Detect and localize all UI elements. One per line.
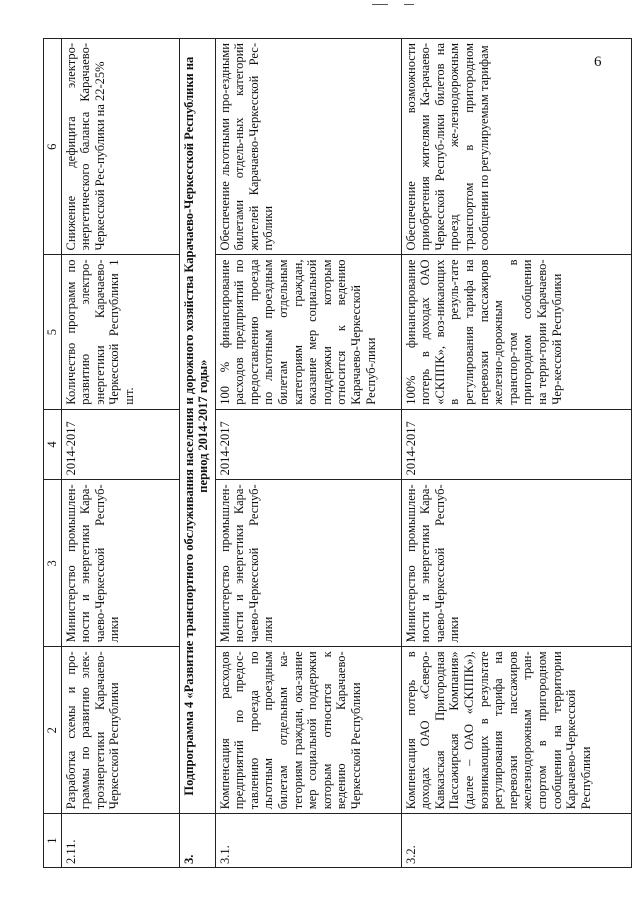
indicator-cell: 100% финансирование потерь в доходах ОАО «СКППК», воз-никающих в резуль-тате регулирования тарифа на перевозки пассажиров железно-дорожным транспор-том в пригородном сообщении на терри-тории Карачаево-Чер-кесской Республики bbox=[401, 255, 631, 409]
header-col-2: 2 bbox=[44, 647, 62, 814]
measure-cell: Компенсация потерь в доходах ОАО «Северо-Кавказская Пригородная Пассажирская Компания» (далее – ОАО «СКППК»), возникающих в результате регулирования тарифа на перевозки пассажиров железнодорожным тран-спортом в пригородном сообщении на территории Карачаево-Черкесской Республики bbox=[401, 647, 631, 814]
measure-cell: Компенсация расходов предприятий по предос-тавлению проезда по льготным проездным билетам отдельным ка-тегориям граждан, ока-зание мер социальной поддержки которым относится к ведению Карачаево-Черкесской Республики bbox=[215, 647, 401, 814]
header-col-6: 6 bbox=[44, 39, 62, 256]
table-row bbox=[215, 39, 401, 868]
program-measures-table bbox=[43, 38, 632, 868]
table-row bbox=[61, 39, 179, 868]
period-cell: 2014-2017 bbox=[215, 409, 401, 480]
header-col-1: 1 bbox=[44, 814, 62, 868]
executor-cell: Министерство промышлен-ности и энергетики Кара-чаево-Черкесской Респуб-лики bbox=[215, 480, 401, 647]
header-col-3: 3 bbox=[44, 480, 62, 647]
row-number: 3.2. bbox=[401, 814, 631, 868]
header-col-5: 5 bbox=[44, 255, 62, 409]
table-header-row bbox=[44, 39, 62, 868]
indicator-cell: 100 % финансирование расходов предприятий по предоставлению проезда по льготным проездным билетам отдельным категориям граждан, оказание мер социальной поддержки которым относится к ведению Карачаево-Черкесской Респуб-лики bbox=[215, 255, 401, 409]
subprogram-title: Подпрограмма 4 «Развитие транспортного обслуживания населения и дорожного хозяйства Карачаево-Черкесской Республики на период 2014-2017 годы» bbox=[179, 39, 215, 814]
result-cell: Обеспечение льготными про-ездными билетами отдель-ных категорий жителей Карачаево-Черкесской Рес-публики bbox=[215, 39, 401, 256]
scan-artifact-line bbox=[404, 4, 414, 5]
result-cell: Снижение дефицита электро-энергетического баланса Карачаево-Черкесской Рес-публики на 22-25% bbox=[61, 39, 179, 256]
table-row bbox=[401, 39, 631, 868]
executor-cell: Министерство промышлен-ности и энергетики Кара-чаево-Черкесской Респуб-лики bbox=[401, 480, 631, 647]
executor-cell: Министерство промышлен-ности и энергетики Кара-чаево-Черкесской Респуб-лики bbox=[61, 480, 179, 647]
subprogram-number: 3. bbox=[179, 814, 215, 868]
period-cell: 2014-2017 bbox=[61, 409, 179, 480]
period-cell: 2014-2017 bbox=[401, 409, 631, 480]
rotated-table-container bbox=[43, 38, 629, 868]
subprogram-row bbox=[179, 39, 215, 868]
measure-cell: Разработка схемы и про-граммы по развитию элек-троэнергетики Карачаево-Черкесской Республики bbox=[61, 647, 179, 814]
page-number: 6 bbox=[594, 54, 602, 70]
header-col-4: 4 bbox=[44, 409, 62, 480]
scan-artifact-line bbox=[372, 4, 388, 5]
row-number: 2.11. bbox=[61, 814, 179, 868]
indicator-cell: Количество программ по развитию электро-энергетики Карачаево-Черкесской Республики 1 шт. bbox=[61, 255, 179, 409]
result-cell: Обеспечение возможности приобретения жителями Ка-рачаево-Черкесской Респуб-лики билетов на проезд же-лезнодорожным транспортом в пригородном сообщении по регулируемым тарифам bbox=[401, 39, 631, 256]
row-number: 3.1. bbox=[215, 814, 401, 868]
